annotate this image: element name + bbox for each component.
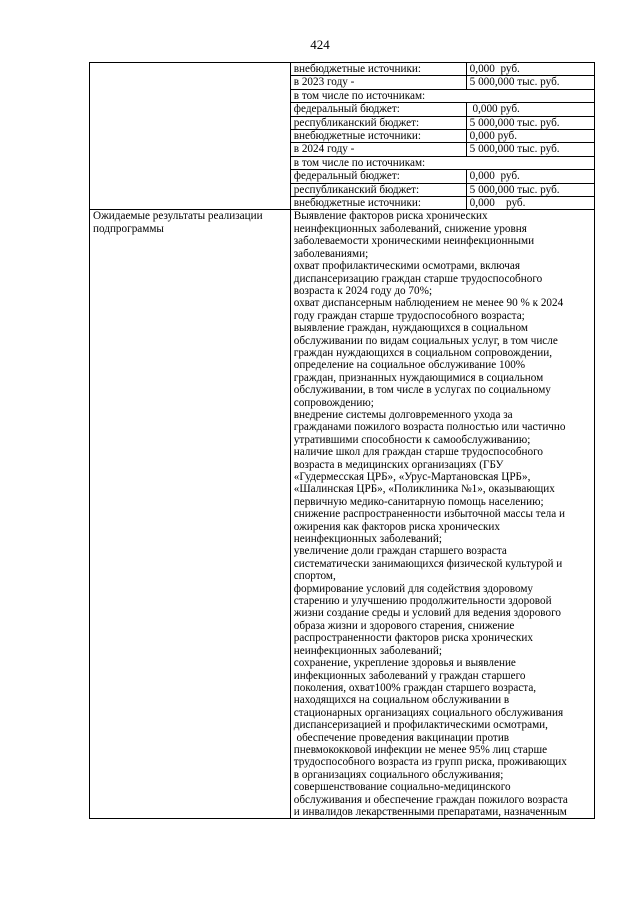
financing-source-label: в 2024 году -: [290, 143, 466, 156]
result-line: диспансеризацию граждан старше трудоспособного: [293, 272, 543, 285]
result-line: сопровождению;: [293, 396, 374, 409]
financing-amount: 5 000,000 тыс. руб.: [466, 76, 594, 89]
result-line: жизни создание среды и условий для ведения здорового: [293, 607, 562, 620]
result-line: утратившими способности к самообслуживанию;: [293, 433, 531, 446]
result-line: систематически занимающихся физической культурой и: [293, 557, 563, 570]
result-line: неинфекционных заболеваний;: [293, 533, 443, 546]
result-line: увеличение доли граждан старшего возраста: [293, 545, 507, 558]
result-line: году граждан старше трудоспособного возраста;: [293, 309, 525, 322]
result-line: инфекционных заболеваний у граждан старшего: [293, 669, 526, 682]
result-line: и инвалидов лекарственными препаратами, назначенным: [293, 805, 567, 818]
result-line: «Шалинская ЦРБ», «Поликлиника №1», оказывающих: [293, 483, 555, 496]
result-line: трудоспособного возраста из групп риска, проживающих: [293, 756, 567, 769]
result-line: формирование условий для содействия здоровому: [293, 582, 534, 595]
result-line: внедрение системы долговременного ухода за: [293, 408, 513, 421]
result-line: граждан, признанных нуждающимися в социальном: [293, 371, 544, 384]
result-line: обслуживания и обеспечение граждан пожилого возраста: [293, 793, 568, 806]
result-line: граждан нуждающихся в социальном сопровождении,: [293, 346, 553, 359]
result-line: первичную медико-санитарную помощь населению;: [293, 495, 544, 508]
result-line: снижение распространенности избыточной массы тела и: [293, 508, 565, 521]
result-line: старению и улучшению продолжительности здоровой: [293, 595, 552, 608]
financing-subheading: в том числе по источникам:: [290, 89, 594, 102]
result-line: «Гудермесская ЦРБ», «Урус-Мартановская ЦРБ»,: [293, 471, 531, 483]
financing-amount: 5 000,000 тыс. руб.: [466, 183, 594, 196]
expected-results-row: [90, 210, 595, 819]
financing-amount: 5 000,000 тыс. руб.: [466, 143, 594, 156]
result-line: возраста в медицинских организациях (ГБУ: [293, 458, 504, 471]
financing-source-label: федеральный бюджет:: [290, 103, 466, 116]
result-line: охват профилактическими осмотрами, включая: [293, 260, 520, 273]
result-line: сохранение, укрепление здоровья и выявление: [293, 657, 516, 670]
result-line: обслуживании по видам социальных услуг, в том числе: [293, 334, 558, 347]
result-line: неинфекционных заболеваний;: [293, 644, 443, 657]
result-line: неинфекционных заболеваний, снижение уровня: [293, 222, 527, 235]
financing-source-label: федеральный бюджет:: [290, 170, 466, 183]
financing-source-label: внебюджетные источники:: [290, 197, 466, 210]
result-line: наличие школ для граждан старше трудоспособного: [293, 446, 544, 459]
expected-results-heading: Ожидаемые результаты реализации подпрограммы: [90, 210, 291, 819]
result-line: гражданами пожилого возраста полностью или частично: [293, 421, 566, 434]
result-line: обслуживании, в том числе в услугах по социальному: [293, 384, 551, 397]
result-line: совершенствование социально-медицинского: [293, 781, 511, 794]
result-line: заболеваемости хроническими неинфекционными: [293, 235, 535, 248]
result-line: возраста к 2024 году до 70%;: [293, 284, 433, 297]
result-line: охват диспансерным наблюдением не менее 90 % к 2024: [293, 297, 564, 310]
financing-amount: 0,000 руб.: [466, 63, 594, 76]
financing-source-label: внебюджетные источники:: [290, 63, 466, 76]
result-line: определение на социальное обслуживание 100%: [293, 359, 526, 372]
result-line: пневмококковой инфекции не менее 95% лиц старше: [293, 743, 548, 756]
financing-source-label: внебюджетные источники:: [290, 130, 466, 143]
result-line: выявление граждан, нуждающихся в социальном: [293, 322, 528, 335]
result-line: спортом,: [293, 570, 336, 583]
result-line: распространенности факторов риска хронических: [293, 632, 534, 645]
result-line: Выявление факторов риска хронических: [293, 210, 488, 223]
result-line: поколения, охват100% граждан старшего возраста,: [293, 681, 537, 694]
expected-results-text: [290, 210, 594, 819]
financing-left-cell: [90, 63, 291, 210]
financing-amount: 0,000 руб.: [466, 130, 594, 143]
result-line: ожирения как факторов риска хронических: [293, 520, 501, 533]
financing-amount: 0,000 руб.: [466, 103, 594, 116]
result-line: заболеваниями;: [293, 247, 369, 260]
financing-section: [90, 63, 595, 210]
financing-amount: 0,000 руб.: [466, 197, 594, 210]
result-line: образа жизни и здорового старения, снижение: [293, 619, 515, 632]
result-line: стационарных организациях социального обслуживания: [293, 706, 564, 719]
result-line: диспансеризацией и профилактическими осмотрами,: [293, 719, 548, 732]
financing-subheading: в том числе по источникам:: [290, 156, 594, 169]
financing-row: [90, 63, 595, 76]
financing-source-label: республиканский бюджет:: [290, 183, 466, 196]
financing-source-label: республиканский бюджет:: [290, 116, 466, 129]
result-line: обеспечение проведения вакцинации против: [293, 731, 510, 744]
financing-amount: 5 000,000 тыс. руб.: [466, 116, 594, 129]
financing-source-label: в 2023 году -: [290, 76, 466, 89]
subprogram-passport-table: [89, 62, 595, 819]
result-line: в организациях социального обслуживания;: [293, 768, 504, 781]
financing-amount: 0,000 руб.: [466, 170, 594, 183]
page-number: 424: [310, 37, 330, 52]
result-line: находящихся на социальном обслуживании в: [293, 694, 510, 707]
